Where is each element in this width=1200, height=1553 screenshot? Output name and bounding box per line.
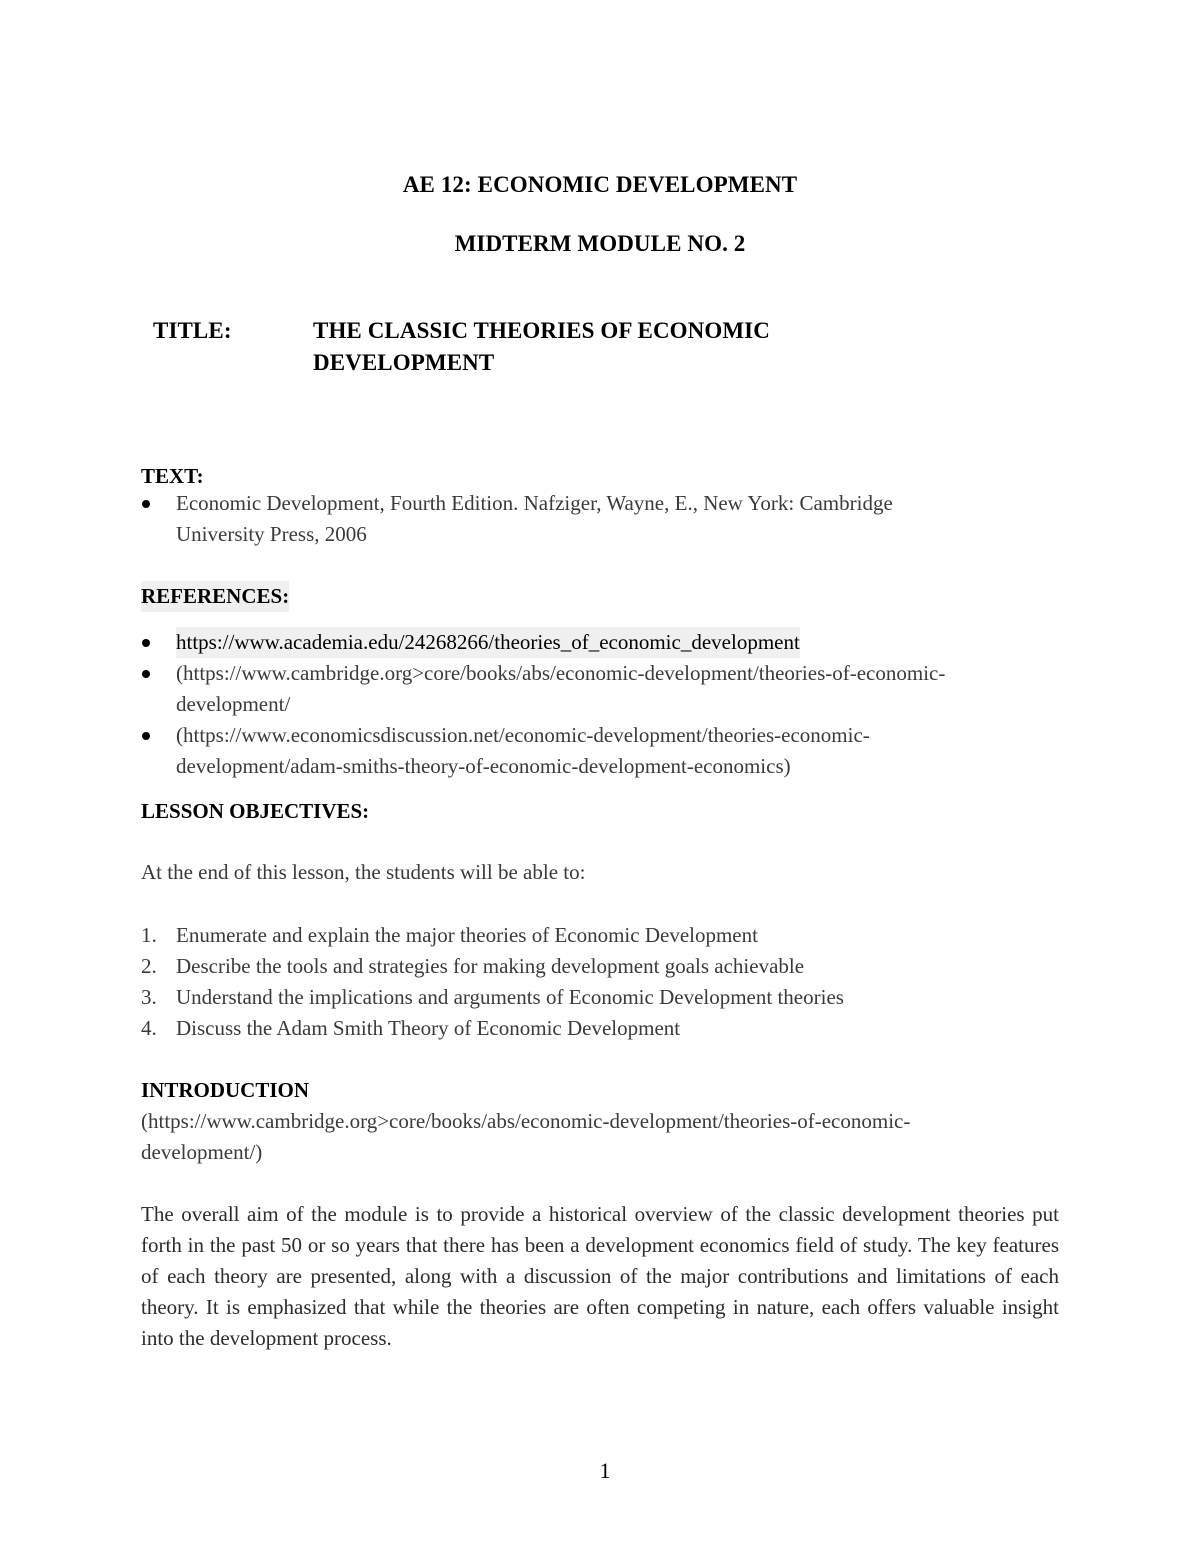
- bullet-icon: [142, 500, 150, 508]
- page-number: 1: [599, 1458, 611, 1483]
- bullet-icon: [142, 670, 150, 678]
- introduction-heading: INTRODUCTION: [141, 1078, 310, 1102]
- objective-item: Describe the tools and strategies for making development goals achievable: [176, 954, 805, 978]
- objectives-intro: At the end of this lesson, the students will be able to:: [141, 860, 586, 884]
- text-item-line-1: Economic Development, Fourth Edition. Nafziger, Wayne, E., New York: Cambridge: [176, 491, 893, 515]
- references-heading: REFERENCES:: [141, 581, 289, 612]
- objective-number: 4.: [141, 1016, 157, 1040]
- course-title: AE 12: ECONOMIC DEVELOPMENT: [402, 172, 798, 197]
- reference-link-2-line-2[interactable]: development/: [176, 692, 291, 716]
- objective-number: 3.: [141, 985, 157, 1009]
- introduction-paragraph: The overall aim of the module is to provide a historical overview of the classic development theories put forth in the past 50 or so years that there has been a development economics field of study. The key features of each theory are presented, along with a discussion of the major contributions and limitations of each theory. It is emphasized that while the theories are often competing in nature, each offers valuable insight into the development process.: [141, 1202, 1059, 1350]
- reference-link-3-line-1[interactable]: (https://www.economicsdiscussion.net/economic-development/theories-economic-: [176, 723, 870, 747]
- objective-item: Discuss the Adam Smith Theory of Economic Development: [176, 1016, 681, 1040]
- bullet-icon: [142, 732, 150, 740]
- reference-link-1[interactable]: https://www.academia.edu/24268266/theories_of_economic_development: [176, 627, 800, 658]
- text-heading: TEXT:: [141, 464, 204, 488]
- objective-item: Understand the implications and arguments of Economic Development theories: [176, 985, 844, 1009]
- objective-number: 2.: [141, 954, 157, 978]
- module-title: MIDTERM MODULE NO. 2: [454, 231, 746, 256]
- introduction-source-line-2[interactable]: development/): [141, 1140, 263, 1164]
- reference-link-3-line-2[interactable]: development/adam-smiths-theory-of-economic-development-economics): [176, 754, 791, 778]
- text-item-line-2: University Press, 2006: [176, 522, 367, 546]
- objective-number: 1.: [141, 923, 157, 947]
- introduction-source-line-1[interactable]: (https://www.cambridge.org>core/books/abs/economic-development/theories-of-economic-: [141, 1109, 911, 1133]
- bullet-icon: [142, 639, 150, 647]
- objectives-heading: LESSON OBJECTIVES:: [141, 799, 370, 823]
- title-line-1: THE CLASSIC THEORIES OF ECONOMIC: [313, 318, 770, 343]
- title-line-2: DEVELOPMENT: [313, 350, 495, 375]
- title-label: TITLE:: [153, 318, 232, 343]
- reference-link-2-line-1[interactable]: (https://www.cambridge.org>core/books/abs/economic-development/theories-of-economic-: [176, 661, 946, 685]
- objective-item: Enumerate and explain the major theories of Economic Development: [176, 923, 758, 947]
